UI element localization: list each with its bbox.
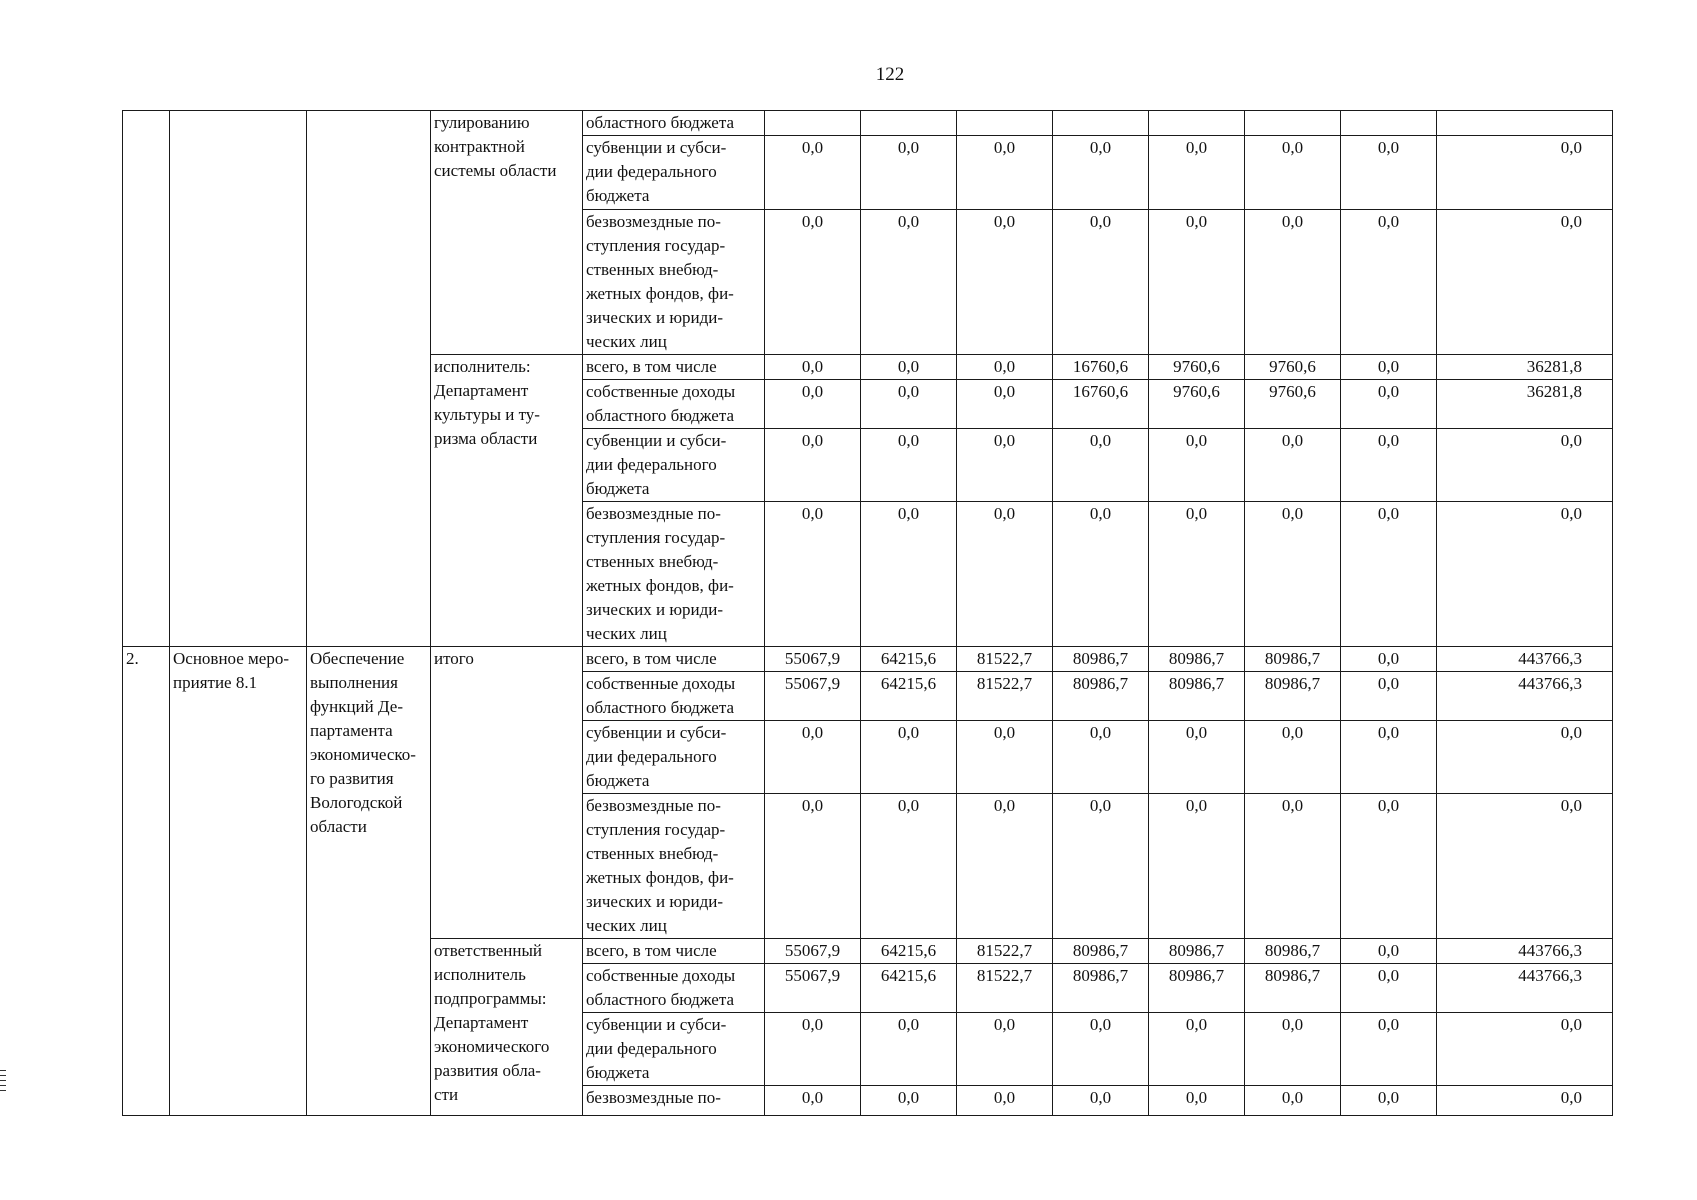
funding-source-label: всего, в том числе xyxy=(586,649,717,668)
value-cell: 0,0 xyxy=(1149,1086,1245,1116)
funding-source-cell xyxy=(583,111,765,136)
value-cell: 0,0 xyxy=(861,136,957,210)
value-cell: 0,0 xyxy=(1341,647,1437,672)
value-cell: 0,0 xyxy=(957,1013,1053,1086)
value-cell: 64215,6 xyxy=(861,672,957,721)
value-cell: 0,0 xyxy=(957,1086,1053,1116)
value-cell: 0,0 xyxy=(1245,210,1341,355)
value-cell xyxy=(1053,111,1149,136)
value-cell xyxy=(1149,111,1245,136)
cell-c4 xyxy=(431,939,583,1116)
value-cell xyxy=(1437,111,1613,136)
value-cell: 443766,3 xyxy=(1437,647,1613,672)
cell-text: гулированию контрактной системы области xyxy=(434,113,557,180)
table-row xyxy=(123,647,1613,672)
value-cell: 0,0 xyxy=(957,502,1053,647)
value-cell: 0,0 xyxy=(1149,502,1245,647)
value-cell: 0,0 xyxy=(957,136,1053,210)
value-cell: 0,0 xyxy=(957,429,1053,502)
funding-source-label: областного бюджета xyxy=(586,113,735,132)
funding-source-label: безвозмездные по- xyxy=(586,1088,721,1107)
value-cell: 0,0 xyxy=(765,210,861,355)
value-cell: 0,0 xyxy=(1245,136,1341,210)
value-cell: 81522,7 xyxy=(957,964,1053,1013)
funding-source-label: субвенции и субси- дии федерального бюджета xyxy=(586,1015,727,1082)
value-cell: 80986,7 xyxy=(1149,647,1245,672)
value-cell: 9760,6 xyxy=(1245,380,1341,429)
value-cell: 0,0 xyxy=(1245,429,1341,502)
funding-source-label: собственные доходы областного бюджета xyxy=(586,966,736,1009)
cell-text: Основное меро- приятие 8.1 xyxy=(173,649,290,692)
value-cell: 0,0 xyxy=(1053,210,1149,355)
value-cell: 36281,8 xyxy=(1437,355,1613,380)
value-cell: 0,0 xyxy=(861,355,957,380)
value-cell: 0,0 xyxy=(1149,794,1245,939)
cell-c1 xyxy=(123,111,170,647)
value-cell: 0,0 xyxy=(1245,794,1341,939)
page-number: 122 xyxy=(875,64,905,85)
funding-source-cell xyxy=(583,210,765,355)
value-cell: 9760,6 xyxy=(1149,380,1245,429)
value-cell: 0,0 xyxy=(861,1013,957,1086)
funding-source-cell xyxy=(583,794,765,939)
value-cell: 55067,9 xyxy=(765,964,861,1013)
cell-c4 xyxy=(431,355,583,647)
value-cell xyxy=(765,111,861,136)
value-cell xyxy=(1341,111,1437,136)
cell-c2 xyxy=(170,111,307,647)
value-cell: 0,0 xyxy=(1341,721,1437,794)
value-cell: 0,0 xyxy=(765,502,861,647)
value-cell: 80986,7 xyxy=(1245,939,1341,964)
funding-source-label: субвенции и субси- дии федерального бюджета xyxy=(586,723,727,790)
funding-source-label: собственные доходы областного бюджета xyxy=(586,674,736,717)
cell-text: 2. xyxy=(126,649,139,668)
funding-source-cell xyxy=(583,939,765,964)
funding-source-label: всего, в том числе xyxy=(586,357,717,376)
value-cell: 81522,7 xyxy=(957,647,1053,672)
funding-source-cell xyxy=(583,1086,765,1116)
funding-source-label: субвенции и субси- дии федерального бюджета xyxy=(586,138,727,205)
funding-source-cell xyxy=(583,380,765,429)
value-cell: 55067,9 xyxy=(765,647,861,672)
value-cell: 0,0 xyxy=(1053,502,1149,647)
value-cell: 0,0 xyxy=(1245,1013,1341,1086)
funding-source-cell xyxy=(583,964,765,1013)
value-cell: 0,0 xyxy=(1245,1086,1341,1116)
value-cell: 0,0 xyxy=(1341,794,1437,939)
value-cell: 0,0 xyxy=(1149,721,1245,794)
cell-text: Обеспечение выполнения функций Де- партамента экономическо- го развития Вологодской области xyxy=(310,649,416,836)
funding-source-label: собственные доходы областного бюджета xyxy=(586,382,736,425)
value-cell: 0,0 xyxy=(765,380,861,429)
cell-c1 xyxy=(123,647,170,1116)
cell-text: итого xyxy=(434,649,474,668)
funding-source-cell xyxy=(583,502,765,647)
value-cell: 81522,7 xyxy=(957,939,1053,964)
value-cell: 81522,7 xyxy=(957,672,1053,721)
value-cell: 0,0 xyxy=(765,794,861,939)
value-cell: 0,0 xyxy=(1053,1086,1149,1116)
value-cell: 0,0 xyxy=(765,1086,861,1116)
value-cell: 0,0 xyxy=(1053,794,1149,939)
value-cell: 0,0 xyxy=(765,1013,861,1086)
value-cell: 0,0 xyxy=(957,794,1053,939)
funding-source-label: всего, в том числе xyxy=(586,941,717,960)
value-cell: 80986,7 xyxy=(1053,672,1149,721)
value-cell: 0,0 xyxy=(765,721,861,794)
value-cell: 80986,7 xyxy=(1149,672,1245,721)
value-cell: 80986,7 xyxy=(1053,647,1149,672)
value-cell: 0,0 xyxy=(861,1086,957,1116)
value-cell: 80986,7 xyxy=(1053,964,1149,1013)
value-cell: 80986,7 xyxy=(1053,939,1149,964)
value-cell: 0,0 xyxy=(1053,721,1149,794)
cell-c3 xyxy=(307,111,431,647)
funding-source-cell xyxy=(583,672,765,721)
value-cell: 0,0 xyxy=(861,380,957,429)
table-row xyxy=(123,111,1613,136)
value-cell: 64215,6 xyxy=(861,939,957,964)
funding-source-cell xyxy=(583,136,765,210)
value-cell: 0,0 xyxy=(1341,429,1437,502)
funding-source-label: безвозмездные по- ступления государ- ственных внебюд- жетных фондов, фи- зических и юриди- ческих лиц xyxy=(586,504,734,643)
scan-edge-marks xyxy=(0,1070,6,1100)
value-cell: 0,0 xyxy=(1437,136,1613,210)
value-cell: 443766,3 xyxy=(1437,672,1613,721)
value-cell: 0,0 xyxy=(1341,502,1437,647)
value-cell: 0,0 xyxy=(1341,672,1437,721)
value-cell: 0,0 xyxy=(861,721,957,794)
value-cell: 0,0 xyxy=(1437,1086,1613,1116)
value-cell: 36281,8 xyxy=(1437,380,1613,429)
funding-source-label: субвенции и субси- дии федерального бюджета xyxy=(586,431,727,498)
value-cell: 0,0 xyxy=(1437,721,1613,794)
value-cell: 16760,6 xyxy=(1053,355,1149,380)
value-cell: 80986,7 xyxy=(1149,964,1245,1013)
value-cell: 80986,7 xyxy=(1149,939,1245,964)
value-cell: 80986,7 xyxy=(1245,672,1341,721)
value-cell: 0,0 xyxy=(1341,380,1437,429)
value-cell: 0,0 xyxy=(1341,964,1437,1013)
cell-c4 xyxy=(431,647,583,939)
value-cell: 80986,7 xyxy=(1245,647,1341,672)
cell-text: исполнитель: Департамент культуры и ту- ризма области xyxy=(434,357,540,448)
funding-source-label: безвозмездные по- ступления государ- ственных внебюд- жетных фондов, фи- зических и юриди- ческих лиц xyxy=(586,212,734,351)
cell-c2 xyxy=(170,647,307,1116)
value-cell: 0,0 xyxy=(1437,1013,1613,1086)
budget-table xyxy=(122,110,1613,1116)
value-cell: 0,0 xyxy=(1053,1013,1149,1086)
value-cell: 0,0 xyxy=(1437,210,1613,355)
value-cell: 64215,6 xyxy=(861,964,957,1013)
value-cell: 0,0 xyxy=(1149,136,1245,210)
value-cell: 0,0 xyxy=(1245,721,1341,794)
value-cell: 0,0 xyxy=(1341,210,1437,355)
value-cell: 0,0 xyxy=(1437,502,1613,647)
value-cell: 55067,9 xyxy=(765,672,861,721)
value-cell: 0,0 xyxy=(1053,429,1149,502)
cell-text: ответственный исполнитель подпрограммы: Департамент экономического развития обла- сти xyxy=(434,941,550,1104)
value-cell: 0,0 xyxy=(957,721,1053,794)
funding-source-label: безвозмездные по- ступления государ- ственных внебюд- жетных фондов, фи- зических и юриди- ческих лиц xyxy=(586,796,734,935)
value-cell: 55067,9 xyxy=(765,939,861,964)
funding-source-cell xyxy=(583,1013,765,1086)
value-cell: 64215,6 xyxy=(861,647,957,672)
value-cell: 0,0 xyxy=(1149,210,1245,355)
value-cell: 0,0 xyxy=(1341,1086,1437,1116)
value-cell xyxy=(957,111,1053,136)
cell-c3 xyxy=(307,647,431,1116)
value-cell: 0,0 xyxy=(1053,136,1149,210)
value-cell: 443766,3 xyxy=(1437,939,1613,964)
value-cell: 0,0 xyxy=(765,136,861,210)
value-cell: 0,0 xyxy=(861,210,957,355)
funding-source-cell xyxy=(583,721,765,794)
value-cell: 0,0 xyxy=(1437,429,1613,502)
value-cell: 9760,6 xyxy=(1149,355,1245,380)
value-cell: 0,0 xyxy=(957,210,1053,355)
value-cell: 0,0 xyxy=(1341,939,1437,964)
funding-source-cell xyxy=(583,355,765,380)
value-cell: 0,0 xyxy=(1245,502,1341,647)
value-cell: 0,0 xyxy=(1149,429,1245,502)
value-cell xyxy=(1245,111,1341,136)
value-cell: 0,0 xyxy=(765,355,861,380)
value-cell: 0,0 xyxy=(765,429,861,502)
value-cell: 0,0 xyxy=(861,502,957,647)
value-cell: 0,0 xyxy=(1341,355,1437,380)
value-cell: 443766,3 xyxy=(1437,964,1613,1013)
value-cell: 0,0 xyxy=(957,380,1053,429)
value-cell: 0,0 xyxy=(861,429,957,502)
cell-c4 xyxy=(431,111,583,355)
value-cell: 16760,6 xyxy=(1053,380,1149,429)
value-cell: 0,0 xyxy=(1437,794,1613,939)
value-cell: 80986,7 xyxy=(1245,964,1341,1013)
value-cell: 0,0 xyxy=(861,794,957,939)
value-cell xyxy=(861,111,957,136)
value-cell: 0,0 xyxy=(1149,1013,1245,1086)
value-cell: 0,0 xyxy=(1341,1013,1437,1086)
funding-source-cell xyxy=(583,429,765,502)
funding-source-cell xyxy=(583,647,765,672)
value-cell: 0,0 xyxy=(957,355,1053,380)
value-cell: 0,0 xyxy=(1341,136,1437,210)
value-cell: 9760,6 xyxy=(1245,355,1341,380)
